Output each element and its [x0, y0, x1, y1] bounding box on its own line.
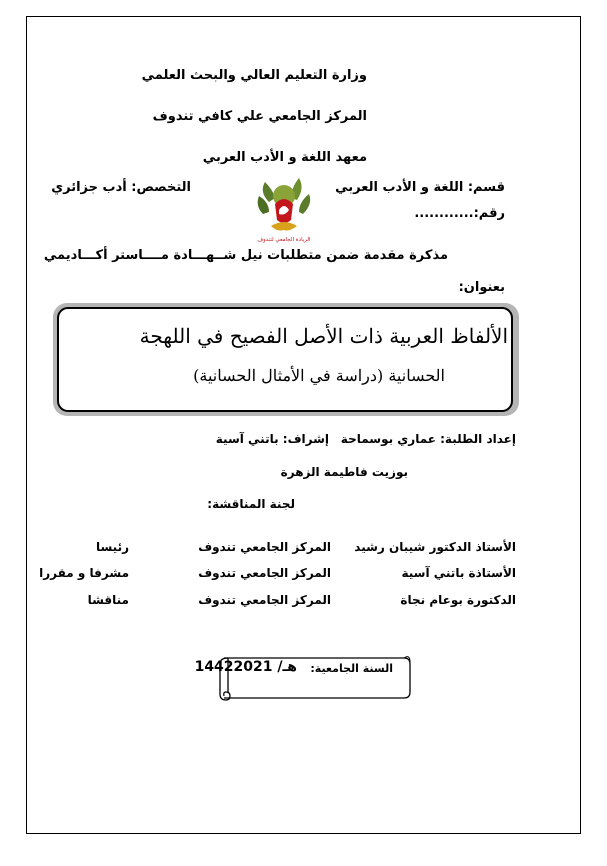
committee-member-institution: المركز الجامعي تندوف: [198, 593, 331, 607]
department-line: قسم: اللغة و الأدب العربي: [335, 180, 505, 195]
committee-heading: لجنة المناقشة:: [207, 497, 295, 511]
committee-member-role: رئيسا: [95, 540, 129, 554]
committee-member-role: مناقشا: [87, 593, 129, 607]
university-center-line: المركز الجامعي علي كافي تندوف: [152, 109, 367, 124]
committee-member-name: الأستاذة باتني آسية: [401, 566, 516, 580]
institute-line: معهد اللغة و الأدب العربي: [202, 150, 367, 165]
supervisor-line: إشراف: باتني آسية: [215, 432, 329, 446]
university-logo: [249, 170, 319, 244]
committee-member-name: الدكتورة بوعام نجاة: [400, 593, 516, 607]
committee-member-institution: المركز الجامعي تندوف: [198, 540, 331, 554]
specialization-line: التخصص: أدب جزائري: [51, 180, 191, 195]
logo-caption: الريادة الجامعي لتندوف: [257, 237, 311, 243]
committee-member-institution: المركز الجامعي تندوف: [198, 566, 331, 580]
memo-line: مذكرة مقدمة ضمن متطلبات نيل شــهـــادة مــــاستر أكـــاديمي: [43, 248, 448, 263]
sub-title: الحسانية (دراسة في الأمثال الحسانية): [193, 366, 445, 385]
students-line: إعداد الطلبة: عماري بوسماحة: [340, 432, 516, 446]
ministry-line: وزارة التعليم العالي والبحث العلمي: [141, 68, 367, 83]
academic-year-label: السنة الجامعية:: [310, 662, 393, 675]
title-box: [57, 307, 513, 412]
second-student: بوزيت فاطيمة الزهرة: [280, 465, 408, 479]
main-title: الألفاظ العربية ذات الأصل الفصيح في اللهجة: [139, 324, 508, 348]
committee-member-role: مشرفا و مقررا: [39, 566, 129, 580]
by-title-label: بعنوان:: [458, 280, 505, 295]
page-border: [26, 16, 581, 834]
academic-year-value: 1442هـ/ 2021: [194, 659, 297, 675]
committee-member-name: الأستاذ الدكتور شيبان رشيد: [354, 540, 516, 554]
number-line: رقم:............: [414, 206, 505, 221]
